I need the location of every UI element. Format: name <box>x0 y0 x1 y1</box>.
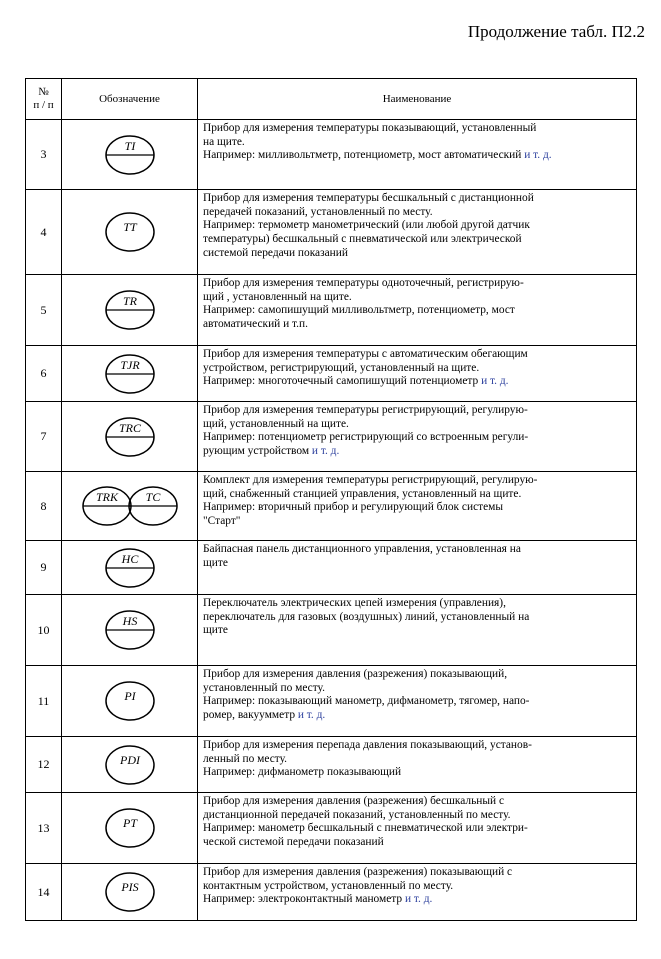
row-number: 11 <box>26 666 62 737</box>
description-line: Например: дифманометр показывающий <box>203 766 402 779</box>
description-line: системой передачи показаний <box>203 246 348 259</box>
symbol-label: TC <box>145 490 160 504</box>
description-line: переключатель для газовых (воздушных) линий, установленный на <box>203 610 530 623</box>
instrument-symbols-table <box>25 78 637 921</box>
row-description <box>198 190 637 275</box>
instrument-symbol <box>104 211 156 253</box>
table-row <box>26 190 637 275</box>
row-symbol-cell <box>62 190 198 275</box>
row-symbol-cell <box>62 541 198 595</box>
description-line: Например: потенциометр регистрирующий со встроенным регули- <box>203 431 529 444</box>
row-symbol-cell <box>62 666 198 737</box>
row-number: 6 <box>26 346 62 402</box>
description-line: Например: милливольтметр, потенциометр, мост автоматический и т. д. <box>203 149 552 162</box>
row-symbol-cell <box>62 864 198 921</box>
etc-note: и т. д. <box>521 149 552 162</box>
row-symbol-cell <box>62 275 198 346</box>
description-line: дистанционной передачей показаний, установленный по месту. <box>203 808 511 821</box>
row-description <box>198 120 637 190</box>
description-line: ромер, вакуумметр и т. д. <box>203 709 326 722</box>
table-row <box>26 275 637 346</box>
symbol-label: PT <box>122 816 137 830</box>
row-description <box>198 346 637 402</box>
row-description <box>198 864 637 921</box>
description-line: ленный по месту. <box>203 752 287 765</box>
table-row <box>26 793 637 864</box>
table-body <box>26 120 637 921</box>
row-description <box>198 793 637 864</box>
description-line: Например: электроконтактный манометр и т. д. <box>203 893 433 906</box>
etc-note: и т. д. <box>295 709 326 722</box>
row-number: 14 <box>26 864 62 921</box>
etc-note: и т. д. <box>402 893 433 906</box>
row-symbol-cell <box>62 472 198 541</box>
row-number: 12 <box>26 737 62 793</box>
description-line: ческой системой передачи показаний <box>203 836 384 849</box>
description-line: щите <box>203 556 228 569</box>
description-line: передачей показаний, установленный по месту. <box>203 205 433 218</box>
header-number-line1: № <box>38 86 49 98</box>
table-row <box>26 120 637 190</box>
description-line: устройством, регистрирующий, установленный на щите. <box>203 361 480 374</box>
description-line: Переключатель электрических цепей измерения (управления), <box>203 597 506 609</box>
row-number: 8 <box>26 472 62 541</box>
description-line: щий , установленный на щите. <box>203 290 352 303</box>
table-row <box>26 472 637 541</box>
description-line: щите <box>203 624 228 637</box>
instrument-symbol <box>104 416 156 458</box>
row-description <box>198 472 637 541</box>
row-description <box>198 595 637 666</box>
symbol-label: TI <box>124 138 135 153</box>
instrument-symbol <box>104 807 156 849</box>
description-line: контактным устройством, установленный по месту. <box>203 879 454 892</box>
symbol-label: PDI <box>119 752 140 767</box>
description-line: Например: манометр бесшкальный с пневматической или электри- <box>203 822 528 835</box>
table-row <box>26 346 637 402</box>
symbol-label: TR <box>122 294 137 308</box>
symbol-label: TJR <box>119 357 140 372</box>
description-line: Прибор для измерения перепада давления показывающий, установ- <box>203 739 532 751</box>
description-line: Байпасная панель дистанционного управления, установленная на <box>203 543 521 555</box>
instrument-symbol <box>127 485 179 527</box>
symbol-label: TT <box>122 220 137 234</box>
description-line: Прибор для измерения давления (разрежения) показывающий с <box>203 866 513 878</box>
etc-note: и т. д. <box>309 445 340 458</box>
row-number: 10 <box>26 595 62 666</box>
row-description <box>198 737 637 793</box>
instrument-symbol <box>104 680 156 722</box>
table-row <box>26 402 637 472</box>
description-line: Прибор для измерения давления (разрежения) показывающий, <box>203 668 508 680</box>
table-row <box>26 737 637 793</box>
description-line: Например: вторичный прибор и регулирующий блок системы <box>203 501 504 514</box>
description-line: Например: самопишущий милливольтметр, потенциометр, мост <box>203 304 515 317</box>
description-line: температуры) бесшкальный с пневматической или электрической <box>203 233 522 246</box>
table-row <box>26 666 637 737</box>
instrument-symbol <box>104 744 156 786</box>
description-line: Прибор для измерения температуры одноточечный, регистрирую- <box>203 277 524 289</box>
description-line: Прибор для измерения температуры бесшкальный с дистанционной <box>203 192 534 204</box>
row-symbol-cell <box>62 346 198 402</box>
symbol-label: HS <box>122 614 137 628</box>
symbol-label: TRC <box>118 420 141 435</box>
table-row <box>26 864 637 921</box>
row-number: 4 <box>26 190 62 275</box>
instrument-symbol <box>104 871 156 913</box>
symbol-label: PIS <box>120 880 139 894</box>
table-caption: Продолжение табл. П2.2 <box>467 22 645 41</box>
row-description <box>198 275 637 346</box>
description-line: Например: термометр манометрический (или любой другой датчик <box>203 219 530 232</box>
row-number: 13 <box>26 793 62 864</box>
instrument-symbol <box>104 134 156 176</box>
header-symbol: Обозначение <box>62 79 198 120</box>
header-number-line2: п / п <box>33 99 54 111</box>
description-line: Комплект для измерения температуры регистрирующий, регулирую- <box>203 474 538 486</box>
header-number <box>26 79 62 120</box>
description-line: на щите. <box>203 135 245 148</box>
instrument-symbol <box>104 289 156 331</box>
table-row <box>26 595 637 666</box>
row-description <box>198 541 637 595</box>
row-symbol-cell <box>62 737 198 793</box>
row-number: 5 <box>26 275 62 346</box>
row-number: 7 <box>26 402 62 472</box>
instrument-symbol <box>104 353 156 395</box>
description-line: Например: многоточечный самопишущий потенциометр и т. д. <box>203 375 509 388</box>
row-symbol-cell <box>62 402 198 472</box>
description-line: установленный по месту. <box>203 681 325 694</box>
description-line: Прибор для измерения температуры регистрирующий, регулирую- <box>203 404 528 416</box>
description-line: Например: показывающий манометр, дифманометр, тягомер, напо- <box>203 695 530 708</box>
table-row <box>26 541 637 595</box>
table-header-row <box>26 79 637 120</box>
row-description <box>198 666 637 737</box>
symbol-label: HC <box>121 551 138 566</box>
description-line: Прибор для измерения температуры показывающий, установленный <box>203 122 537 134</box>
description-line: Прибор для измерения температуры с автоматическим обегающим <box>203 348 528 360</box>
description-line: Прибор для измерения давления (разрежения) бесшкальный с <box>203 795 505 807</box>
etc-note: и т. д. <box>478 375 509 388</box>
row-number: 3 <box>26 120 62 190</box>
instrument-symbol <box>104 547 156 589</box>
header-name: Наименование <box>198 79 637 120</box>
description-line: щий, снабженный станцией управления, установленный на щите. <box>203 487 522 500</box>
row-symbol-cell <box>62 595 198 666</box>
description-line: "Старт" <box>203 515 241 528</box>
row-description <box>198 402 637 472</box>
row-symbol-cell <box>62 793 198 864</box>
symbol-label: TRK <box>95 490 118 504</box>
instrument-symbol <box>104 609 156 651</box>
description-line: щий, установленный на щите. <box>203 417 349 430</box>
description-line: рующим устройством и т. д. <box>203 445 340 458</box>
instrument-symbol <box>81 485 133 527</box>
description-line: автоматический и т.п. <box>203 318 308 331</box>
row-number: 9 <box>26 541 62 595</box>
symbol-label: PI <box>123 689 136 703</box>
row-symbol-cell <box>62 120 198 190</box>
